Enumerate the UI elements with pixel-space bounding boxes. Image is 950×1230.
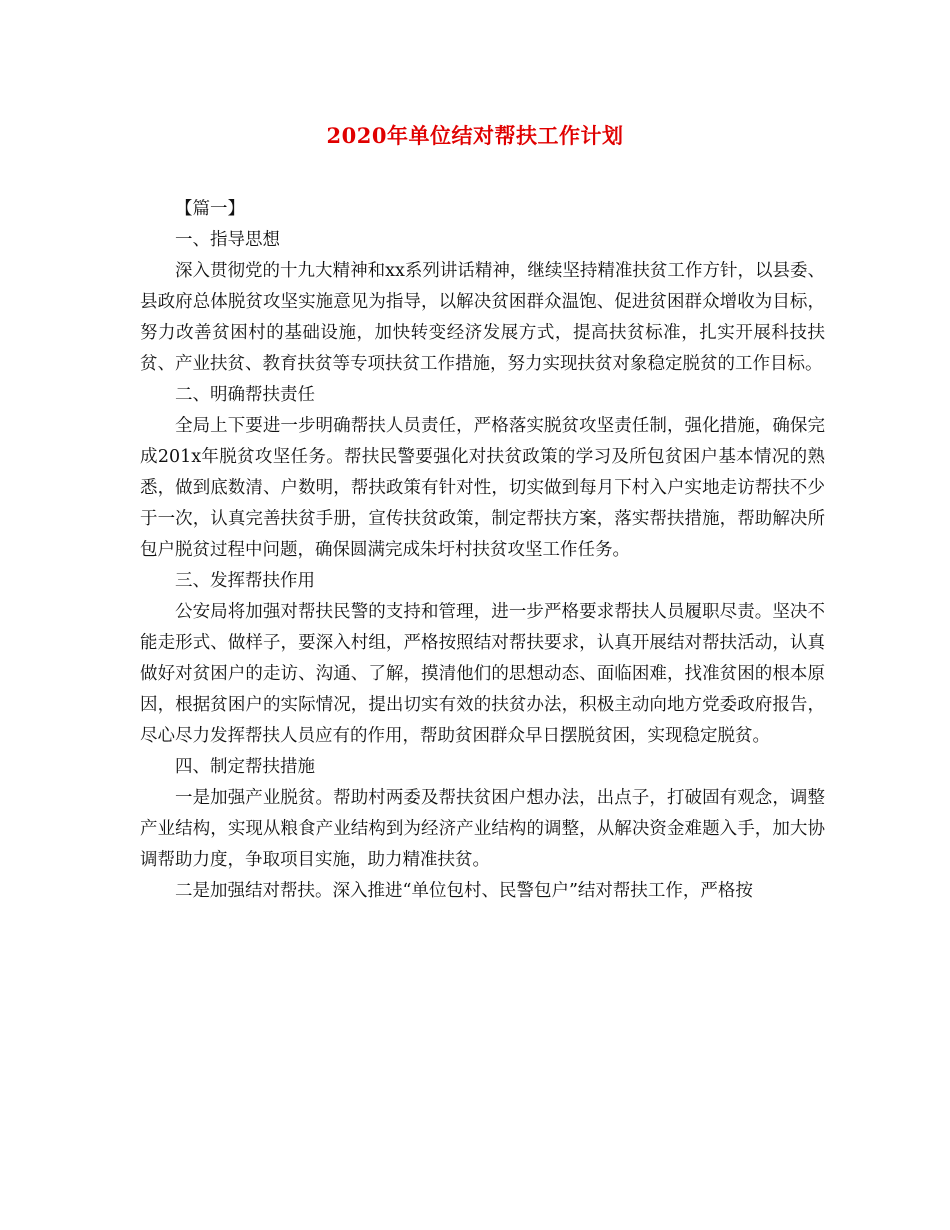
paragraph-2: 全局上下要进一步明确帮扶人员责任，严格落实脱贫攻坚责任制，强化措施，确保完成201x年脱贫攻坚任务。帮扶民警要强化对扶贫政策的学习及所包贫困户基本情况的熟悉，做到底数清、户数明，帮扶政策有针对性，切实做到每月下村入户实地走访帮扶不少于一次，认真完善扶贫手册，宣传扶贫政策，制定帮扶方案，落实帮扶措施，帮助解决所包户脱贫过程中问题，确保圆满完成朱圩村扶贫攻坚工作任务。 [140, 416, 825, 560]
section-heading-4: 四、制定帮扶措施 [175, 757, 315, 777]
paragraph-5: 二是加强结对帮扶。深入推进“单位包村、民警包户”结对帮扶工作，严格按 [175, 881, 753, 901]
document-body [140, 194, 825, 907]
paragraph-3: 公安局将加强对帮扶民警的支持和管理，进一步严格要求帮扶人员履职尽责。坚决不能走形式、做样子，要深入村组，严格按照结对帮扶要求，认真开展结对帮扶活动，认真做好对贫困户的走访、沟通、了解，摸清他们的思想动态、面临困难，找准贫困的根本原因，根据贫困户的实际情况，提出切实有效的扶贫办法，积极主动向地方党委政府报告，尽心尽力发挥帮扶人员应有的作用，帮助贫困群众早日摆脱贫困，实现稳定脱贫。 [140, 602, 825, 746]
section-heading-1: 一、指导思想 [175, 230, 280, 250]
section-label: 【篇一】 [175, 199, 245, 219]
document-title: 2020年单位结对帮扶工作计划 [326, 123, 624, 148]
section-heading-2: 二、明确帮扶责任 [175, 385, 315, 405]
paragraph-4: 一是加强产业脱贫。帮助村两委及帮扶贫困户想办法，出点子，打破固有观念，调整产业结构，实现从粮食产业结构到为经济产业结构的调整，从解决资金难题入手，加大协调帮助力度，争取项目实施，助力精准扶贫。 [140, 788, 825, 870]
section-heading-3: 三、发挥帮扶作用 [175, 571, 315, 591]
paragraph-1: 深入贯彻党的十九大精神和xx系列讲话精神，继续坚持精准扶贫工作方针，以县委、县政府总体脱贫攻坚实施意见为指导，以解决贫困群众温饱、促进贫困群众增收为目标，努力改善贫困村的基础设施，加快转变经济发展方式，提高扶贫标准，扎实开展科技扶贫、产业扶贫、教育扶贫等专项扶贫工作措施，努力实现扶贫对象稳定脱贫的工作目标。 [140, 261, 825, 374]
